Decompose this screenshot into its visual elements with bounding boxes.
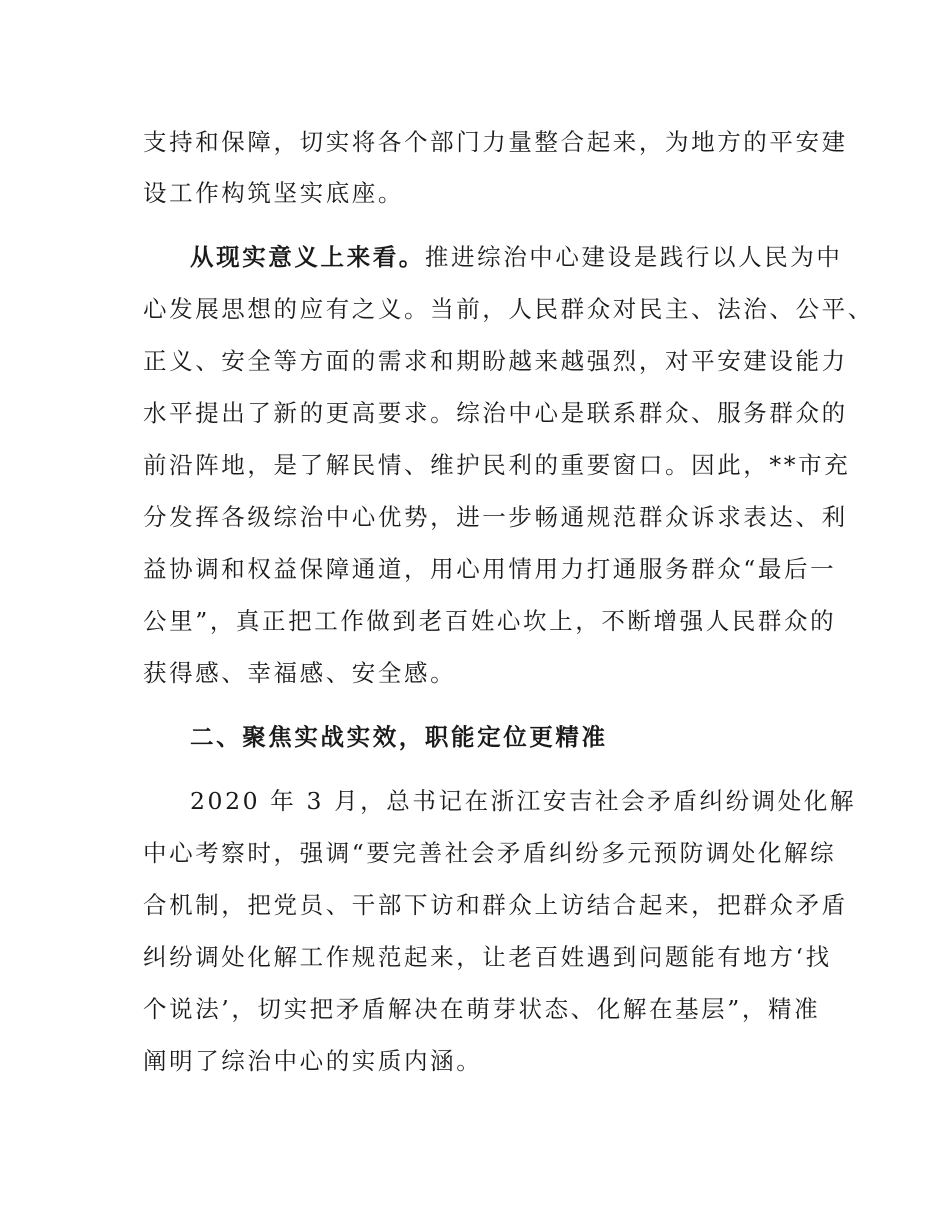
paragraph-2-line: 益协调和权益保障通道，用心用情用力打通服务群众“最后一 bbox=[143, 555, 837, 583]
paragraph-3-line: 合机制，把党员、干部下访和群众上访结合起来，把群众矛盾 bbox=[143, 891, 848, 919]
paragraph-3-line: 2020 年 3 月，总书记在浙江安吉社会矛盾纠纷调处化解 bbox=[190, 787, 857, 815]
paragraph-3-line: 个说法’，切实把矛盾解决在萌芽状态、化解在基层”，精准 bbox=[143, 995, 821, 1023]
paragraph-1-line: 支持和保障，切实将各个部门力量整合起来，为地方的平安建 bbox=[143, 128, 848, 156]
paragraph-2-line: 获得感、幸福感、安全感。 bbox=[143, 659, 457, 687]
paragraph-2-line: 水平提出了新的更高要求。综治中心是联系群众、服务群众的 bbox=[143, 399, 848, 427]
paragraph-2-line: 正义、安全等方面的需求和期盼越来越强烈，对平安建设能力 bbox=[143, 347, 848, 375]
paragraph-3-line: 阐明了综治中心的实质内涵。 bbox=[143, 1047, 483, 1075]
paragraph-2-line: 推进综治中心建设是践行以人民为中 bbox=[424, 243, 843, 271]
paragraph-2-line: 前沿阵地，是了解民情、维护民利的重要窗口。因此，**市充 bbox=[143, 451, 851, 479]
paragraph-2-line: 心发展思想的应有之义。当前，人民群众对民主、法治、公平、 bbox=[143, 295, 874, 323]
paragraph-3-line: 中心考察时，强调“要完善社会矛盾纠纷多元预防调处化解综 bbox=[143, 839, 837, 867]
paragraph-2-lead: 从现实意义上来看。 bbox=[190, 243, 425, 271]
paragraph-1-line: 设工作构筑坚实底座。 bbox=[143, 179, 404, 207]
section-heading: 二、聚焦实战实效，职能定位更精准 bbox=[190, 723, 608, 751]
paragraph-3-line: 纠纷调处化解工作规范起来，让老百姓遇到问题能有地方‘找 bbox=[143, 943, 832, 971]
paragraph-2-line: 分发挥各级综治中心优势，进一步畅通规范群众诉求表达、利 bbox=[143, 503, 848, 531]
paragraph-2-first-line bbox=[190, 242, 843, 272]
paragraph-2-line: 公里”，真正把工作做到老百姓心坎上，不断增强人民群众的 bbox=[143, 607, 837, 635]
